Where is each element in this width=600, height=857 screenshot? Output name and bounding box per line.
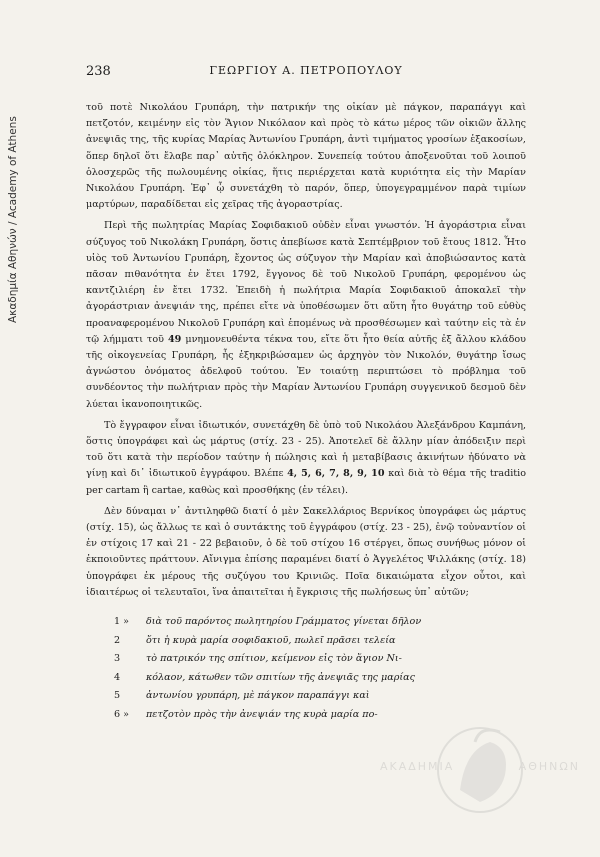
- line-number: 6 »: [114, 708, 130, 720]
- page-number: 238: [86, 64, 111, 79]
- line-text: διὰ τοῦ παρόντος πωλητηρίου Γράμματος γίνεται δῆλον: [146, 616, 422, 628]
- watermark-left: ΑΚΑΔΗΜΙΑ: [380, 760, 455, 773]
- paragraph: [86, 100, 526, 213]
- page-header: [86, 64, 526, 86]
- document-page: [86, 64, 526, 724]
- transcription-line: [114, 687, 526, 706]
- text-segment: μνημονευθέντα τέκνα του, εἴτε ὅτι ἦτο θεία αὐτῆς ἐξ ἄλλου κλάδου τῆς οἰκογενείας Γρυπάρη, ἧς ἐξηκριβώσαμεν ὡς ἀρχηγὸν τὸν Νικολόν, θυγάτηρ ἴσως ἀγνώστου ὀνόματος ἀδελφοῦ τούτου. Ἐν τοιαύτῃ περιπτώσει τὸ πρόβλημα τοῦ συνδέοντος τὴν πωλήτριαν πρὸς τὴν Μαρίαν Ἀντωνίου Γρυπάρη συγγενικοῦ δεσμοῦ δὲν λύεται ἱκανοποιητικῶς.: [86, 333, 526, 410]
- transcription-line: [114, 632, 526, 651]
- athena-head-icon: [380, 720, 580, 830]
- transcription-line: [114, 613, 526, 632]
- line-text: ἀντωνίου γρυπάρη, μὲ πάγκον παραπάγγι καὶ: [146, 690, 370, 702]
- archive-side-label: Ακαδημία Αθηνών / Academy of Athens: [7, 116, 19, 324]
- line-text: τὸ πατρικόν της σπίτιον, κείμενον εἰς τὸν ἅγιον Νι-: [146, 653, 402, 665]
- reference-number: 4, 5, 6, 7, 8, 9, 10: [287, 468, 385, 480]
- body-text: [86, 100, 526, 601]
- line-number: 3: [114, 653, 121, 665]
- academy-watermark: [380, 720, 580, 830]
- transcription-line: [114, 669, 526, 688]
- line-number: 4: [114, 671, 121, 683]
- line-number: 2: [114, 634, 121, 646]
- line-text: πετζοτὸν πρὸς τὴν ἀνεψιάν της κυρὰ μαρία πο-: [146, 708, 378, 720]
- document-transcription: [114, 613, 526, 724]
- watermark-text: [380, 760, 580, 773]
- watermark-right: ΑΘΗΝΩΝ: [518, 760, 580, 773]
- line-number: 5: [114, 690, 121, 702]
- text-segment: Τὸ ἔγγραφον εἶναι ἰδιωτικόν, συνετάχθη δὲ ὑπὸ τοῦ Νικολάου Ἀλεξάνδρου Καμπάνη, ὅστις ὑπογράφει καὶ ὡς μάρτυς (στίχ. 23 - 25). Ἀποτελεῖ δὲ ἄλλην μίαν ἀπόδειξιν περὶ τοῦ ὅτι κατὰ τὴν περίοδον ταύτην ἡ πώλησις καὶ ἡ μεταβίβασις ἀκινήτων ἠδύνατο νὰ γίνῃ καὶ δι᾿ ἰδιωτικοῦ ἐγγράφου. Βλέπε: [86, 419, 526, 480]
- text-segment: Δὲν δύναμαι ν᾿ ἀντιληφθῶ διατί ὁ μὲν Σακελλάριος Βερνίκος ὑπογράφει ὡς μάρτυς (στίχ. 15), ὡς ἄλλως τε καὶ ὁ συντάκτης τοῦ ἐγγράφου (στίχ. 23 - 25), ἐνῷ τοὐναντίον οἱ ἐν στίχοις 17 καὶ 21 - 22 βεβαιοῦν, ὁ δὲ τοῦ στίχου 16 στέργει, ὅπως συνήθως μόνον οἱ ἐκποιοῦντες πράττουν. Αἴνιγμα ἐπίσης παραμένει διατί ὁ Ἀγγελέτος Ψιλλάκης (στίχ. 18) ὑπογράφει ἐκ μέρους τῆς συζύγου του Κρινιῶς. Ποῖα δικαιώματα εἶχον οὗτοι, καὶ ἰδιαιτέρως οἱ τελευταῖοι, ἵνα ἀπαιτεῖται ἡ ἔγκρισις τῆς πωλήσεως ὑπ᾿ αὐτῶν;: [86, 505, 526, 598]
- paragraph: [86, 504, 526, 601]
- paragraph: [86, 418, 526, 499]
- line-text: ὅτι ἡ κυρὰ μαρία σοφιδακιοῦ, πωλεῖ πρᾶσει τελεία: [146, 634, 396, 646]
- text-segment: καὶ διὰ τὸ θέμα τῆς traditio per cartam ἢ cartae, καθὼς καὶ προσθήκης (ἐν τέλει).: [86, 468, 527, 496]
- line-text: κόλαον, κάτωθεν τῶν σπιτίων τῆς ἀνεψιᾶς της μαρίας: [146, 671, 416, 683]
- text-segment: τοῦ ποτὲ Νικολάου Γρυπάρη, τὴν πατρικήν της οἰκίαν μὲ πάγκον, παραπάγγι καὶ πετζοτόν, κειμένην εἰς τὸν Ἅγιον Νικόλαον καὶ πρὸς τὸ κάτω μέρος τῶν οἰκιῶν ἄλλης ἀνεψιᾶς της, τῆς κυρίας Μαρίας Ἀντωνίου Γρυπάρη, ἀντὶ τιμήματος γροσίων ἑξακοσίων, ὅπερ δηλοῖ ὅτι ἔλαβε παρ᾿ αὐτῆς ὁλόκληρον. Συνεπείᾳ τούτου ἀποξενοῦται τοῦ λοιποῦ ὁλοσχερῶς τῆς πωλουμένης οἰκίας, ἥτις περιέρχεται κατὰ κυριότητα εἰς τὴν Μαρίαν Νικολάου Γρυπάρη. Ἐφ᾿ ᾧ συνετάχθη τὸ παρόν, ὅπερ, ὑπογεγραμμένον παρὰ τιμίων μαρτύρων, παραδίδεται εἰς χεῖρας τῆς ἀγοραστρίας.: [86, 102, 526, 211]
- text-segment: Περὶ τῆς πωλητρίας Μαρίας Σοφιδακιοῦ οὐδὲν εἶναι γνωστόν. Ἡ ἀγοράστρια εἶναι σύζυγος τοῦ Νικολάκη Γρυπάρη, ὅστις ἀπεβίωσε κατὰ Σεπτέμβριον τοῦ ἔτους 1812. Ἦτο υἱὸς τοῦ Ἀντωνίου Γρυπάρη, ἔχοντος ὡς σύζυγον τὴν Μαρίαν καὶ ἀποβιώσαντος κατὰ πᾶσαν πιθανότητα ἐν ἔτει 1792, ἔγγονος δὲ τοῦ Νικολοῦ Γρυπάρη, φερομένου ὡς καντζιλιέρη ἐν ἔτει 1732. Ἐπειδὴ ἡ πωλήτρια Μαρία Σοφιδακιοῦ ἀποκαλεῖ τὴν ἀγοράστριαν ἀνεψιάν της, πρέπει εἴτε νὰ ὑποθέσωμεν ὅτι αὕτη ἦτο θυγάτηρ τοῦ εὐθὺς προαναφερομένου Νικολοῦ Γρυπάρη καὶ ἑπομένως νὰ προσθέσωμεν καὶ ταύτην εἰς τὰ ἐν τῷ λήμματι τοῦ: [86, 220, 526, 345]
- running-head: ΓΕΩΡΓΙΟΥ Α. ΠΕΤΡΟΠΟΥΛΟΥ: [209, 64, 403, 77]
- line-number: 1 »: [114, 616, 130, 628]
- reference-number: 49: [167, 333, 182, 345]
- transcription-line: [114, 650, 526, 669]
- paragraph: [86, 218, 526, 412]
